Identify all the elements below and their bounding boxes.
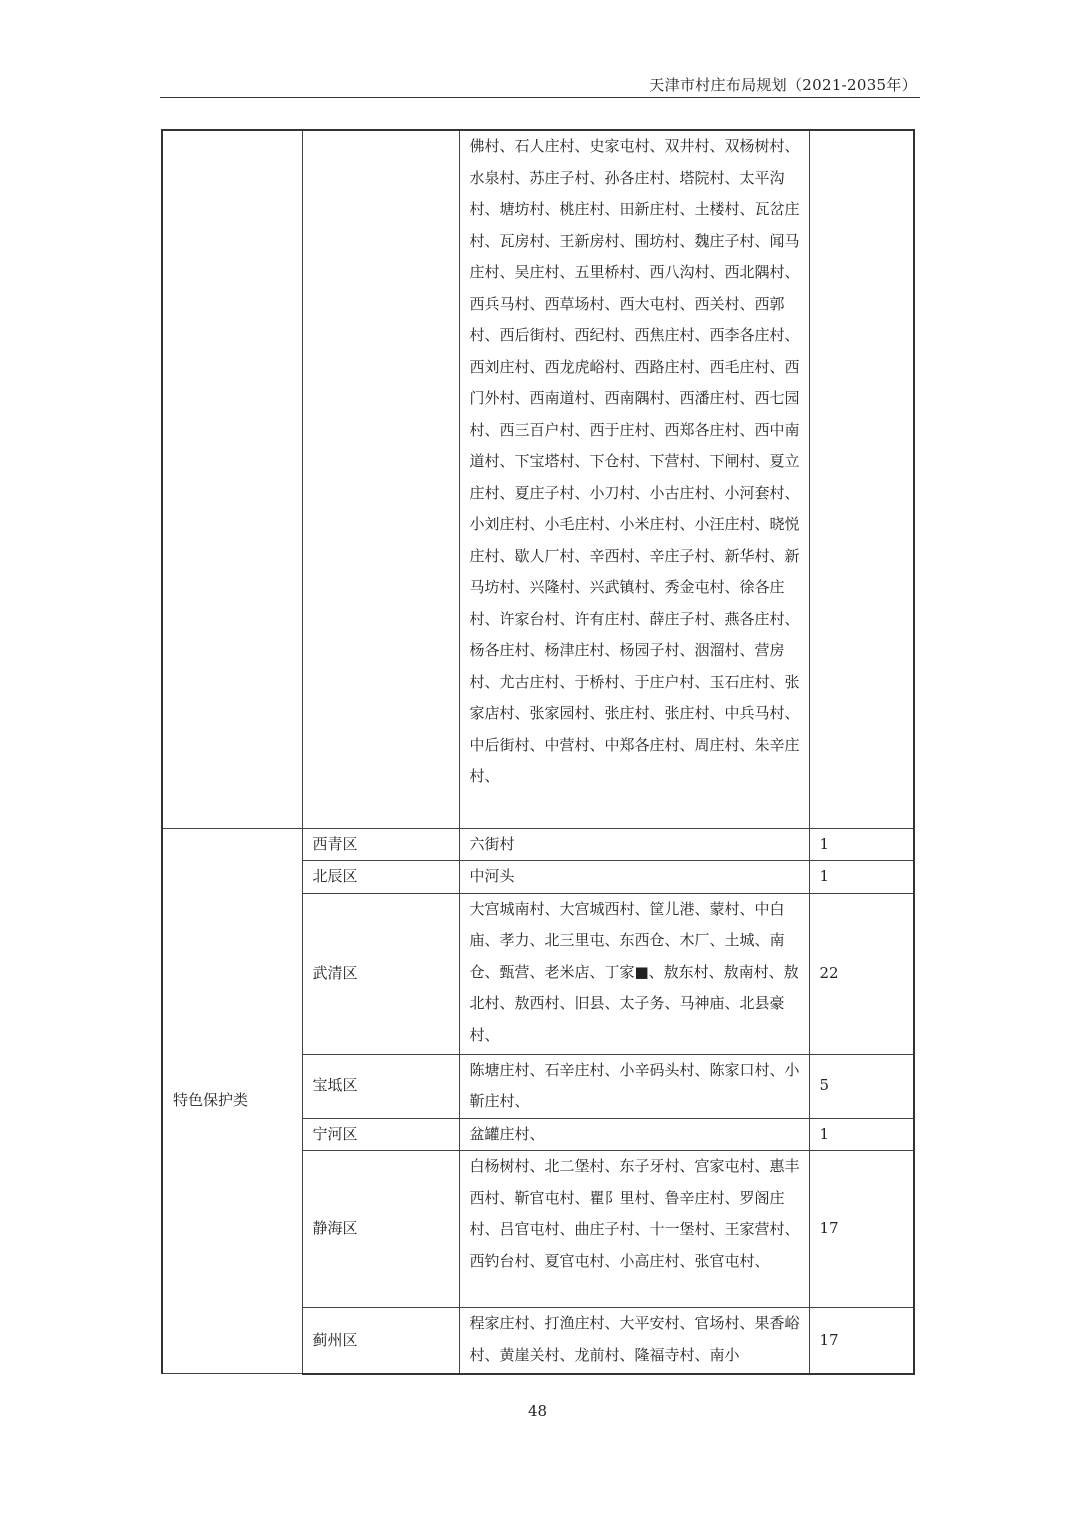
count-cell: 17: [809, 1151, 914, 1308]
table-row: [162, 130, 914, 828]
page-number: 48: [527, 1402, 548, 1420]
district-cell: [302, 130, 459, 828]
villages-cell: 六街村: [459, 828, 809, 861]
district-cell: 宁河区: [302, 1118, 459, 1151]
villages-cell: 白杨树村、北二堡村、东子牙村、宫家屯村、惠丰西村、靳官屯村、瞿阝里村、鲁辛庄村、罗阁庄村、吕官屯村、曲庄子村、十一堡村、王家营村、西钓台村、夏官屯村、小高庄村、张官屯村、: [459, 1151, 809, 1308]
district-cell: 静海区: [302, 1151, 459, 1308]
count-cell: [809, 130, 914, 828]
count-cell: 1: [809, 861, 914, 894]
count-cell: 1: [809, 828, 914, 861]
villages-cell: 陈塘庄村、石辛庄村、小辛码头村、陈家口村、小靳庄村、: [459, 1054, 809, 1118]
villages-cell: 中河头: [459, 861, 809, 894]
villages-cell: 大宫城南村、大宫城西村、筐儿港、蒙村、中白庙、孝力、北三里屯、东西仓、木厂、土城、南仓、甄营、老米店、丁家■、敖东村、敖南村、敖北村、敖西村、旧县、太子务、马神庙、北县豪村、: [459, 893, 809, 1054]
district-cell: 北辰区: [302, 861, 459, 894]
villages-cell: 佛村、石人庄村、史家屯村、双井村、双杨树村、水泉村、苏庄子村、孙各庄村、塔院村、太平沟村、塘坊村、桃庄村、田新庄村、土楼村、瓦岔庄村、瓦房村、王新房村、围坊村、魏庄子村、闻马庄村、吴庄村、五里桥村、西八沟村、西北隅村、西兵马村、西草场村、西大屯村、西关村、西郭村、西后街村、西纪村、西焦庄村、西李各庄村、西刘庄村、西龙虎峪村、西路庄村、西毛庄村、西门外村、西南道村、西南隅村、西潘庄村、西七园村、西三百户村、西于庄村、西郑各庄村、西中南道村、下宝塔村、下仓村、下营村、下闸村、夏立庄村、夏庄子村、小刀村、小古庄村、小河套村、小刘庄村、小毛庄村、小米庄村、小汪庄村、晓悦庄村、歇人厂村、辛西村、辛庄子村、新华村、新马坊村、兴隆村、兴武镇村、秀金屯村、徐各庄村、许家台村、许有庄村、薛庄子村、燕各庄村、杨各庄村、杨津庄村、杨园子村、洇溜村、营房村、尤古庄村、于桥村、于庄户村、玉石庄村、张家店村、张家园村、张庄村、张庄村、中兵马村、中后街村、中营村、中郑各庄村、周庄村、朱辛庄村、: [459, 130, 809, 828]
district-cell: 西青区: [302, 828, 459, 861]
header-rule: [160, 97, 920, 98]
category-cell: 特色保护类: [162, 828, 302, 1374]
count-cell: 5: [809, 1054, 914, 1118]
district-cell: 蓟州区: [302, 1308, 459, 1374]
category-cell: [162, 130, 302, 828]
count-cell: 17: [809, 1308, 914, 1374]
villages-cell: 程家庄村、打渔庄村、大平安村、官场村、果香峪村、黄崖关村、龙前村、隆福寺村、南小: [459, 1308, 809, 1374]
district-cell: 武清区: [302, 893, 459, 1054]
running-header: 天津市村庄布局规划（2021-2035年）: [649, 76, 917, 94]
district-cell: 宝坻区: [302, 1054, 459, 1118]
village-classification-table: [161, 129, 915, 1375]
villages-cell: 盆罐庄村、: [459, 1118, 809, 1151]
count-cell: 1: [809, 1118, 914, 1151]
count-cell: 22: [809, 893, 914, 1054]
table-row: [162, 828, 914, 861]
